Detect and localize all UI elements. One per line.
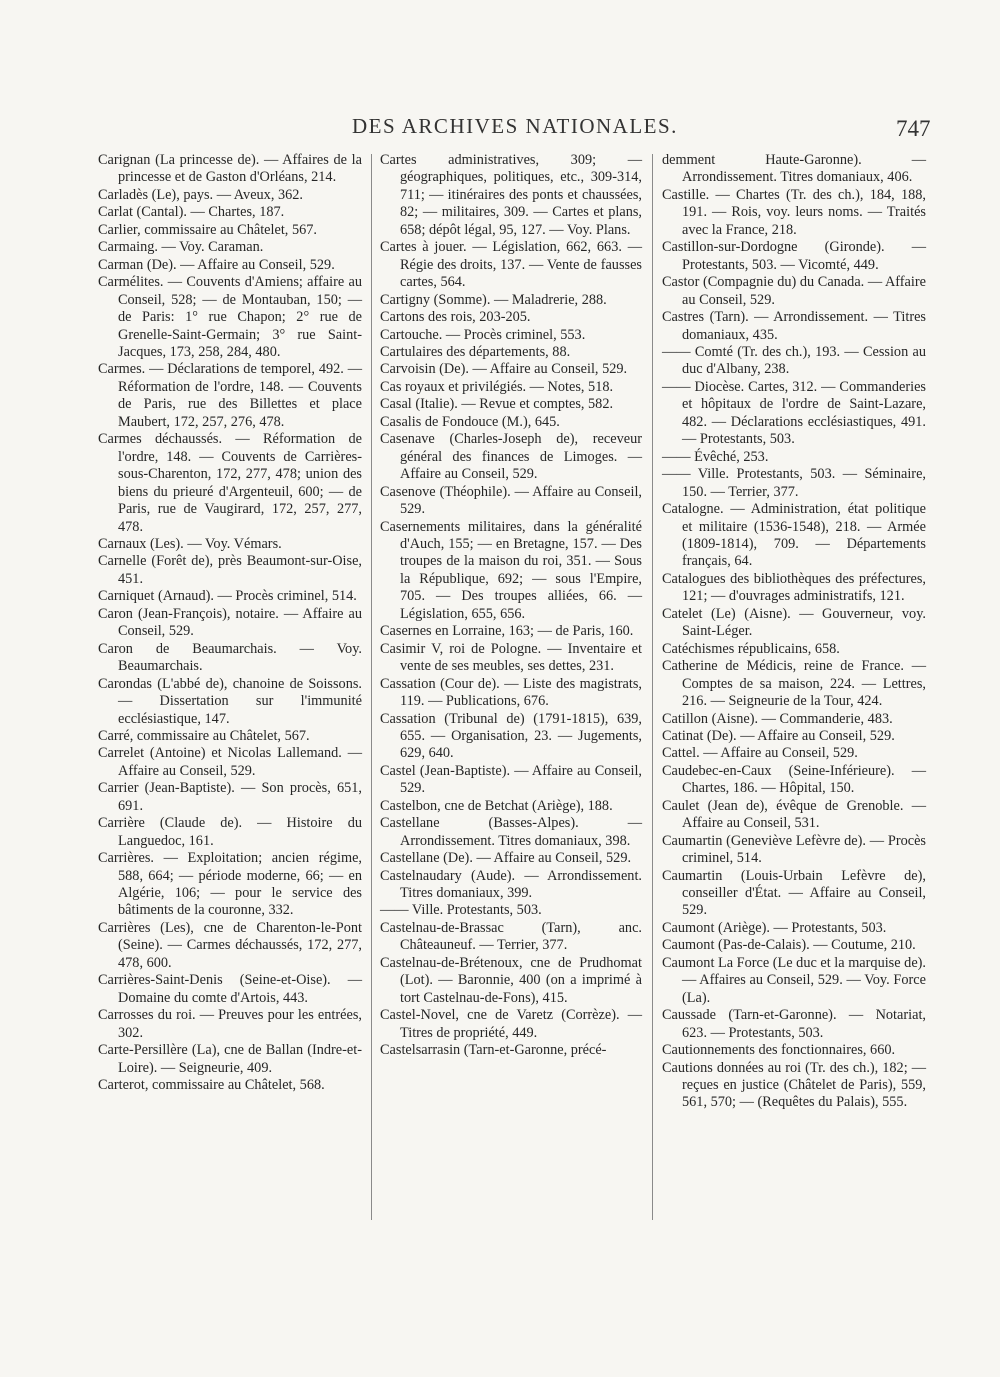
index-entry: Cassation (Tribunal de) (1791-1815), 639, 655. — Organisation, 23. — Jugements, 629, 640. <box>380 710 642 762</box>
index-entry: Cartes administratives, 309; — géographiques, politiques, etc., 309-314, 711; — itinéraires des ponts et chaussées, 82; — militaires, 309. — Cartes et plans, 658; dépôt légal, 95, 127. — Voy. Plans. <box>380 152 642 238</box>
index-entry: Catinat (De). — Affaire au Conseil, 529. <box>662 727 895 744</box>
index-entry: Carte-Persillère (La), cne de Ballan (Indre-et-Loire). — Seigneurie, 409. <box>98 1042 362 1076</box>
index-entry: Carlier, commissaire au Châtelet, 567. <box>98 221 317 238</box>
index-entry: Caudebec-en-Caux (Seine-Inférieure). — Chartes, 186. — Hôpital, 150. <box>662 762 926 797</box>
index-entry: Castor (Compagnie du) du Canada. — Affaire au Conseil, 529. <box>662 274 926 308</box>
index-entry: Carnelle (Forêt de), près Beaumont-sur-Oise, 451. <box>98 553 362 587</box>
index-entry: Catillon (Aisne). — Commanderie, 483. <box>662 710 893 727</box>
index-entry: Caumont (Ariège). — Protestants, 503. <box>662 919 887 936</box>
index-entry: Carniquet (Arnaud). — Procès criminel, 514. <box>98 588 357 605</box>
index-entry: Castellane (Basses-Alpes). — Arrondissement. Titres domaniaux, 398. <box>380 815 642 849</box>
index-entry: Carladès (Le), pays. — Aveux, 362. <box>98 186 304 203</box>
index-entry: Casernes en Lorraine, 163; — de Paris, 160. <box>380 623 634 640</box>
index-entry: Caron (Jean-François), notaire. — Affaire au Conseil, 529. <box>98 605 362 640</box>
index-entry: Caumartin (Geneviève Lefèvre de). — Procès criminel, 514. <box>662 832 926 867</box>
index-entry: Caumartin (Louis-Urbain Lefèvre de), conseiller d'État. — Affaire au Conseil, 529. <box>662 867 926 919</box>
index-column-3 <box>662 152 926 1112</box>
index-entry: Cartulaires des départements, 88. <box>380 343 571 360</box>
index-entry: Castillon-sur-Dordogne (Gironde). — Protestants, 503. — Vicomté, 449. <box>662 239 926 273</box>
index-column-1 <box>98 152 362 1094</box>
index-entry: Cas royaux et privilégiés. — Notes, 518. <box>380 378 614 395</box>
index-entry: Cautionnements des fonctionnaires, 660. <box>662 1042 896 1059</box>
index-entry: Carignan (La princesse de). — Affaires de la princesse et de Gaston d'Orléans, 214. <box>98 152 362 186</box>
page-number: 747 <box>896 116 931 141</box>
index-entry: Carrier (Jean-Baptiste). — Son procès, 651, 691. <box>98 780 362 814</box>
index-entry: Catelet (Le) (Aisne). — Gouverneur, voy. Saint-Léger. <box>662 605 926 640</box>
index-entry: Casal (Italie). — Revue et comptes, 582. <box>380 396 614 413</box>
index-entry: —— Diocèse. Cartes, 312. — Commanderies et hôpitaux de l'ordre de Saint-Lazare, 482. — Déclarations ecclésiastiques, 491. — Protestants, 503. <box>662 378 926 448</box>
index-entry: Caussade (Tarn-et-Garonne). — Notariat, 623. — Protestants, 503. <box>662 1007 926 1041</box>
index-entry: demment Haute-Garonne). — Arrondissement. Titres domaniaux, 406. <box>662 152 926 186</box>
index-entry: Castelnau-de-Brassac (Tarn), anc. Châteauneuf. — Terrier, 377. <box>380 919 642 954</box>
index-entry: Carrières-Saint-Denis (Seine-et-Oise). — Domaine du comte d'Artois, 443. <box>98 972 362 1006</box>
index-entry: —— Comté (Tr. des ch.), 193. — Cession au duc d'Albany, 238. <box>662 343 926 378</box>
index-entry: Caumont (Pas-de-Calais). — Coutume, 210. <box>662 937 916 954</box>
index-entry: Catéchismes républicains, 658. <box>662 640 840 657</box>
index-entry: Casimir V, roi de Pologne. — Inventaire et vente de ses meubles, ses dettes, 231. <box>380 640 642 675</box>
index-entry: Cautions données au roi (Tr. des ch.), 182; — reçues en justice (Châtelet de Paris), 559, 561, 570; — (Requêtes du Palais), 555. <box>662 1059 926 1111</box>
index-entry: Caulet (Jean de), évêque de Grenoble. — Affaire au Conseil, 531. <box>662 797 926 832</box>
index-entry: Carrelet (Antoine) et Nicolas Lallemand. — Affaire au Conseil, 529. <box>98 745 362 779</box>
index-entry: Castelbon, cne de Betchat (Ariège), 188. <box>380 797 613 814</box>
index-entry: Cattel. — Affaire au Conseil, 529. <box>662 745 858 762</box>
index-entry: Carré, commissaire au Châtelet, 567. <box>98 727 310 744</box>
index-entry: Cassation (Cour de). — Liste des magistrats, 119. — Publications, 676. <box>380 675 642 710</box>
index-entry: Carvoisin (De). — Affaire au Conseil, 529. <box>380 361 628 378</box>
index-entry: Cartes à jouer. — Législation, 662, 663. — Régie des droits, 137. — Vente de fausses cartes, 564. <box>380 239 642 291</box>
index-entry: Carmaing. — Voy. Caraman. <box>98 239 264 256</box>
index-entry: Casernements militaires, dans la généralité d'Auch, 155; — en Bretagne, 157. — Des troupes de la maison du roi, 351. — Sous la République, 692; — sous l'Empire, 705. — Des troupes alliées, 66. — Législation, 655, 656. <box>380 518 642 622</box>
index-entry: Caumont La Force (Le duc et la marquise de). — Affaires au Conseil, 529. — Voy. Force (La). <box>662 954 926 1006</box>
index-entry: Castel (Jean-Baptiste). — Affaire au Conseil, 529. <box>380 762 642 797</box>
index-entry: Cartouche. — Procès criminel, 553. <box>380 326 586 343</box>
index-entry: Carmes déchaussés. — Réformation de l'ordre, 148. — Couvents de Carrières-sous-Charenton, 172, 277, 478; union des biens du prieuré d'Argenteuil, 600; — de Paris, rue de Vaugirard, 172, 257, 277, 478. <box>98 431 362 535</box>
index-entry: Castelnaudary (Aude). — Arrondissement. Titres domaniaux, 399. <box>380 867 642 902</box>
index-entry: Carlat (Cantal). — Chartes, 187. <box>98 204 285 221</box>
index-entry: Catherine de Médicis, reine de France. — Comptes de sa maison, 224. — Lettres, 216. — Seigneurie de la Tour, 424. <box>662 658 926 710</box>
index-entry: Carrosses du roi. — Preuves pour les entrées, 302. <box>98 1007 362 1041</box>
index-entry: Catalogne. — Administration, état politique et militaire (1536-1548), 218. — Armée (1809-1814), 709. — Départements français, 64. <box>662 501 926 570</box>
index-entry: Casenave (Charles-Joseph de), receveur général des finances de Limoges. — Affaire au Conseil, 529. <box>380 431 642 483</box>
index-entry: Castellane (De). — Affaire au Conseil, 529. <box>380 850 632 867</box>
index-entry: Carmélites. — Couvents d'Amiens; affaire au Conseil, 528; — de Montauban, 150; — de Paris: 1° rue Chapon; 2° rue de Grenelle-Saint-Germain; 3° rue Saint-Jacques, 173, 258, 284, 480. <box>98 274 362 360</box>
column-rule <box>652 154 653 1220</box>
index-entry: —— Évêché, 253. <box>662 448 769 465</box>
index-entry: Castres (Tarn). — Arrondissement. — Titres domaniaux, 435. <box>662 309 926 343</box>
index-entry: Cartigny (Somme). — Maladrerie, 288. <box>380 291 607 308</box>
index-entry: Castelsarrasin (Tarn-et-Garonne, précé- <box>380 1042 607 1059</box>
index-entry: Carrières (Les), cne de Charenton-le-Pont (Seine). — Carmes déchaussés, 172, 277, 478, 600. <box>98 919 362 971</box>
index-entry: Carmes. — Déclarations de temporel, 492. — Réformation de l'ordre, 148. — Couvents de Paris, rue des Billettes et place Maubert, 172, 257, 276, 478. <box>98 361 362 430</box>
index-entry: Carman (De). — Affaire au Conseil, 529. <box>98 256 335 273</box>
index-entry: Carterot, commissaire au Châtelet, 568. <box>98 1077 325 1094</box>
index-column-2 <box>380 152 642 1060</box>
index-entry: Castille. — Chartes (Tr. des ch.), 184, 188, 191. — Rois, voy. leurs noms. — Traités avec la France, 218. <box>662 186 926 238</box>
index-entry: Castelnau-de-Brétenoux, cne de Prudhomat (Lot). — Baronnie, 400 (on a imprimé à tort Castelnau-de-Fons), 415. <box>380 954 642 1006</box>
index-entry: Castel-Novel, cne de Varetz (Corrèze). — Titres de propriété, 449. <box>380 1007 642 1041</box>
column-rule <box>371 154 372 1220</box>
index-entry: Cartons des rois, 203-205. <box>380 309 531 326</box>
index-entry: Catalogues des bibliothèques des préfectures, 121; — d'ouvrages administratifs, 121. <box>662 570 926 605</box>
index-entry: —— Ville. Protestants, 503. — Séminaire, 150. — Terrier, 377. <box>662 466 926 500</box>
index-entry: Carrière (Claude de). — Histoire du Languedoc, 161. <box>98 815 362 849</box>
index-entry: Carondas (L'abbé de), chanoine de Soissons. — Dissertation sur l'immunité ecclésiastique, 147. <box>98 675 362 727</box>
index-entry: Casenove (Théophile). — Affaire au Conseil, 529. <box>380 483 642 518</box>
index-entry: Carnaux (Les). — Voy. Vémars. <box>98 535 282 552</box>
index-entry: Casalis de Fondouce (M.), 645. <box>380 413 560 430</box>
index-entry: —— Ville. Protestants, 503. <box>380 902 542 919</box>
index-entry: Carrières. — Exploitation; ancien régime, 588, 664; — période moderne, 66; — en Algérie, 106; — pour le service des bâtiments de la couronne, 332. <box>98 850 362 919</box>
index-entry: Caron de Beaumarchais. — Voy. Beaumarchais. <box>98 640 362 675</box>
running-head: DES ARCHIVES NATIONALES. <box>352 114 678 138</box>
